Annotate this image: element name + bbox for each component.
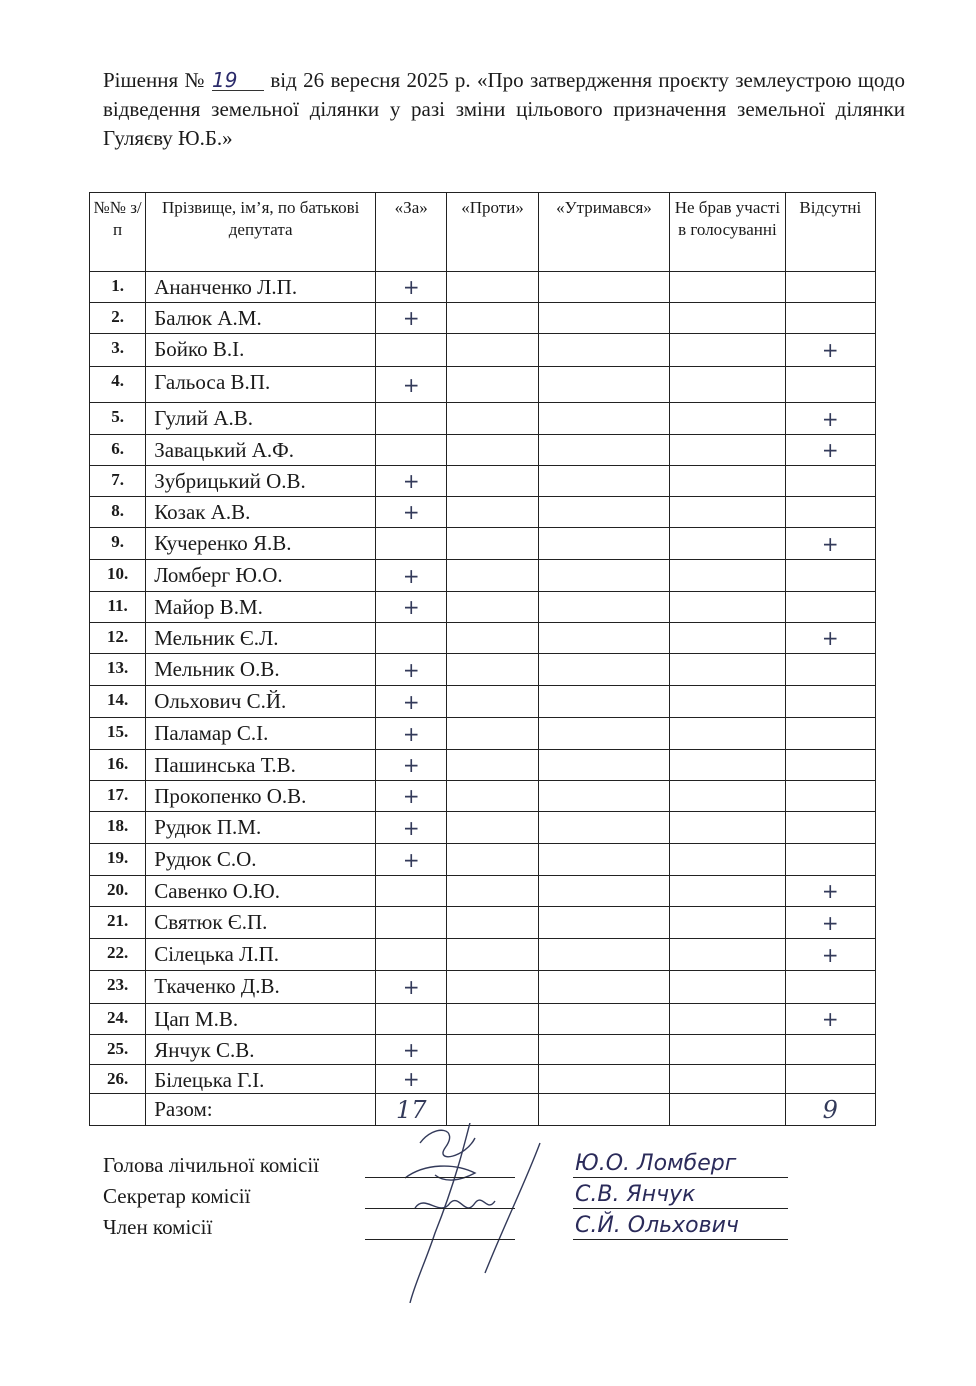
deputy-name: Цап М.В. — [146, 1004, 376, 1035]
vote-ne-brav-cell — [670, 592, 785, 623]
signature-name: С.Й. Ольхович — [575, 1213, 739, 1238]
vote-ne-brav-cell — [670, 971, 785, 1004]
header-num: №№ з/п — [90, 193, 146, 272]
vote-proty-cell — [447, 435, 538, 466]
signature-name: Ю.О. Ломберг — [575, 1151, 737, 1176]
vote-utrymavsia-cell — [538, 812, 670, 844]
vote-vidsutni-mark — [785, 272, 875, 303]
vote-utrymavsia-cell — [538, 1065, 670, 1094]
vote-za-mark: + — [376, 750, 447, 781]
decision-number: 19 — [212, 70, 264, 91]
vote-proty-cell — [447, 334, 538, 367]
table-row — [90, 1065, 876, 1094]
vote-ne-brav-cell — [670, 1035, 785, 1065]
vote-proty-cell — [447, 907, 538, 939]
row-number: 5. — [90, 403, 146, 435]
row-number: 4. — [90, 367, 146, 403]
vote-vidsutni-mark — [785, 844, 875, 876]
vote-za-mark: + — [376, 718, 447, 750]
row-number: 8. — [90, 497, 146, 528]
vote-za-mark: + — [376, 654, 447, 686]
vote-ne-brav-cell — [670, 303, 785, 334]
row-number: 3. — [90, 334, 146, 367]
table-row — [90, 1004, 876, 1035]
row-number: 23. — [90, 971, 146, 1004]
vote-ne-brav-cell — [670, 844, 785, 876]
decision-title: від 26 вересня 2025 р. «Про затвердження проєкту землеустрою щодо відведення земельної ділянки у разі зміни цільового призначення земельної ділянки Гуляєву Ю.Б.» — [103, 68, 905, 150]
total-utrymavsia-cell — [538, 1094, 670, 1126]
vote-utrymavsia-cell — [538, 939, 670, 971]
vote-vidsutni-mark — [785, 560, 875, 592]
total-num-cell — [90, 1094, 146, 1126]
vote-utrymavsia-cell — [538, 560, 670, 592]
deputy-name: Савенко О.Ю. — [146, 876, 376, 907]
vote-utrymavsia-cell — [538, 654, 670, 686]
vote-utrymavsia-cell — [538, 497, 670, 528]
vote-ne-brav-cell — [670, 812, 785, 844]
signature-role: Секретар комісії — [103, 1184, 251, 1208]
vote-ne-brav-cell — [670, 272, 785, 303]
vote-proty-cell — [447, 686, 538, 718]
deputy-name: Гальоса В.П. — [146, 367, 376, 403]
vote-vidsutni-mark — [785, 812, 875, 844]
table-row — [90, 750, 876, 781]
vote-za-mark: + — [376, 497, 447, 528]
vote-vidsutni-mark — [785, 367, 875, 403]
vote-vidsutni-mark: + — [785, 623, 875, 654]
total-label: Разом: — [146, 1094, 376, 1126]
vote-vidsutni-mark — [785, 1035, 875, 1065]
signature-line — [365, 1208, 515, 1209]
vote-utrymavsia-cell — [538, 686, 670, 718]
header-name: Прізвище, ім’я, по батькові депутата — [146, 193, 376, 272]
vote-za-mark: + — [376, 812, 447, 844]
vote-za-mark: + — [376, 844, 447, 876]
header-za: «За» — [376, 193, 447, 272]
row-number: 17. — [90, 781, 146, 812]
voting-table — [89, 192, 876, 1126]
signature-row — [103, 1184, 903, 1214]
vote-za-mark — [376, 334, 447, 367]
vote-proty-cell — [447, 497, 538, 528]
vote-za-mark — [376, 907, 447, 939]
vote-vidsutni-mark — [785, 592, 875, 623]
header-utrymavsia: «Утримався» — [538, 193, 670, 272]
table-row — [90, 686, 876, 718]
vote-za-mark — [376, 623, 447, 654]
table-row — [90, 497, 876, 528]
deputy-name: Святюк Є.П. — [146, 907, 376, 939]
row-number: 26. — [90, 1065, 146, 1094]
signature-line — [365, 1239, 515, 1240]
vote-ne-brav-cell — [670, 686, 785, 718]
deputy-name: Ананченко Л.П. — [146, 272, 376, 303]
vote-vidsutni-mark: + — [785, 1004, 875, 1035]
deputy-name: Рудюк П.М. — [146, 812, 376, 844]
vote-proty-cell — [447, 1035, 538, 1065]
vote-vidsutni-mark — [785, 466, 875, 497]
vote-ne-brav-cell — [670, 939, 785, 971]
vote-vidsutni-mark — [785, 686, 875, 718]
vote-za-mark: + — [376, 971, 447, 1004]
vote-za-mark — [376, 528, 447, 560]
total-ne-brav-cell — [670, 1094, 785, 1126]
row-number: 22. — [90, 939, 146, 971]
table-row — [90, 623, 876, 654]
table-row — [90, 334, 876, 367]
vote-vidsutni-mark — [785, 303, 875, 334]
decision-prefix: Рішення № — [103, 68, 206, 92]
deputy-name: Білецька Г.І. — [146, 1065, 376, 1094]
deputy-name: Балюк А.М. — [146, 303, 376, 334]
vote-vidsutni-mark: + — [785, 528, 875, 560]
table-row — [90, 971, 876, 1004]
vote-ne-brav-cell — [670, 560, 785, 592]
signature-row — [103, 1153, 903, 1183]
table-header-row — [90, 193, 876, 272]
table-row — [90, 560, 876, 592]
deputy-name: Зубрицький О.В. — [146, 466, 376, 497]
vote-vidsutni-mark — [785, 718, 875, 750]
row-number: 18. — [90, 812, 146, 844]
table-row — [90, 303, 876, 334]
table-row — [90, 592, 876, 623]
vote-za-mark: + — [376, 592, 447, 623]
vote-ne-brav-cell — [670, 367, 785, 403]
vote-proty-cell — [447, 781, 538, 812]
vote-vidsutni-mark: + — [785, 907, 875, 939]
vote-proty-cell — [447, 272, 538, 303]
deputy-name: Паламар С.І. — [146, 718, 376, 750]
signature-line — [365, 1177, 515, 1178]
vote-proty-cell — [447, 592, 538, 623]
header-proty: «Проти» — [447, 193, 538, 272]
row-number: 1. — [90, 272, 146, 303]
row-number: 14. — [90, 686, 146, 718]
deputy-name: Козак А.В. — [146, 497, 376, 528]
vote-proty-cell — [447, 528, 538, 560]
total-vidsutni: 9 — [785, 1094, 875, 1126]
deputy-name: Гулий А.В. — [146, 403, 376, 435]
vote-vidsutni-mark: + — [785, 876, 875, 907]
deputy-name: Мельник О.В. — [146, 654, 376, 686]
vote-proty-cell — [447, 750, 538, 781]
table-row — [90, 528, 876, 560]
row-number: 10. — [90, 560, 146, 592]
vote-za-mark — [376, 435, 447, 466]
vote-utrymavsia-cell — [538, 592, 670, 623]
row-number: 13. — [90, 654, 146, 686]
vote-proty-cell — [447, 367, 538, 403]
vote-ne-brav-cell — [670, 750, 785, 781]
vote-vidsutni-mark: + — [785, 334, 875, 367]
decision-heading — [103, 66, 905, 153]
vote-proty-cell — [447, 654, 538, 686]
table-row — [90, 435, 876, 466]
deputy-name: Сілецька Л.П. — [146, 939, 376, 971]
vote-za-mark: + — [376, 367, 447, 403]
row-number: 20. — [90, 876, 146, 907]
deputy-name: Бойко В.І. — [146, 334, 376, 367]
row-number: 16. — [90, 750, 146, 781]
row-number: 12. — [90, 623, 146, 654]
vote-ne-brav-cell — [670, 435, 785, 466]
vote-za-mark: + — [376, 781, 447, 812]
vote-proty-cell — [447, 939, 538, 971]
row-number: 21. — [90, 907, 146, 939]
signature-role: Голова лічильної комісії — [103, 1153, 320, 1177]
vote-za-mark — [376, 939, 447, 971]
vote-ne-brav-cell — [670, 718, 785, 750]
vote-vidsutni-mark — [785, 497, 875, 528]
signature-row — [103, 1215, 903, 1245]
row-number: 6. — [90, 435, 146, 466]
table-row — [90, 939, 876, 971]
table-row — [90, 844, 876, 876]
vote-za-mark: + — [376, 1035, 447, 1065]
vote-proty-cell — [447, 560, 538, 592]
row-number: 19. — [90, 844, 146, 876]
vote-vidsutni-mark — [785, 1065, 875, 1094]
deputy-name: Прокопенко О.В. — [146, 781, 376, 812]
vote-za-mark: + — [376, 686, 447, 718]
vote-ne-brav-cell — [670, 334, 785, 367]
vote-proty-cell — [447, 812, 538, 844]
vote-ne-brav-cell — [670, 907, 785, 939]
vote-proty-cell — [447, 718, 538, 750]
vote-vidsutni-mark — [785, 654, 875, 686]
vote-ne-brav-cell — [670, 623, 785, 654]
vote-proty-cell — [447, 844, 538, 876]
vote-utrymavsia-cell — [538, 528, 670, 560]
total-row — [90, 1094, 876, 1126]
table-row — [90, 272, 876, 303]
vote-proty-cell — [447, 303, 538, 334]
vote-vidsutni-mark: + — [785, 403, 875, 435]
deputy-name: Янчук С.В. — [146, 1035, 376, 1065]
vote-utrymavsia-cell — [538, 781, 670, 812]
vote-proty-cell — [447, 1004, 538, 1035]
vote-proty-cell — [447, 403, 538, 435]
signature-name-line — [573, 1239, 788, 1240]
vote-ne-brav-cell — [670, 1065, 785, 1094]
vote-za-mark: + — [376, 303, 447, 334]
vote-za-mark — [376, 876, 447, 907]
row-number: 7. — [90, 466, 146, 497]
vote-proty-cell — [447, 466, 538, 497]
row-number: 2. — [90, 303, 146, 334]
table-row — [90, 812, 876, 844]
vote-utrymavsia-cell — [538, 623, 670, 654]
vote-proty-cell — [447, 623, 538, 654]
deputy-name: Пашинська Т.В. — [146, 750, 376, 781]
vote-za-mark: + — [376, 466, 447, 497]
vote-vidsutni-mark — [785, 781, 875, 812]
vote-vidsutni-mark: + — [785, 435, 875, 466]
vote-utrymavsia-cell — [538, 272, 670, 303]
table-row — [90, 466, 876, 497]
vote-proty-cell — [447, 876, 538, 907]
deputy-name: Завацький А.Ф. — [146, 435, 376, 466]
vote-za-mark: + — [376, 272, 447, 303]
vote-za-mark — [376, 1004, 447, 1035]
row-number: 25. — [90, 1035, 146, 1065]
vote-utrymavsia-cell — [538, 435, 670, 466]
vote-vidsutni-mark: + — [785, 939, 875, 971]
vote-utrymavsia-cell — [538, 718, 670, 750]
total-proty-cell — [447, 1094, 538, 1126]
vote-ne-brav-cell — [670, 403, 785, 435]
vote-utrymavsia-cell — [538, 844, 670, 876]
signature-name-line — [573, 1177, 788, 1178]
deputy-name: Ткаченко Д.В. — [146, 971, 376, 1004]
table-row — [90, 1035, 876, 1065]
vote-vidsutni-mark — [785, 971, 875, 1004]
table-row — [90, 718, 876, 750]
table-row — [90, 367, 876, 403]
vote-ne-brav-cell — [670, 876, 785, 907]
row-number: 15. — [90, 718, 146, 750]
vote-utrymavsia-cell — [538, 334, 670, 367]
vote-utrymavsia-cell — [538, 907, 670, 939]
vote-ne-brav-cell — [670, 654, 785, 686]
signature-name-line — [573, 1208, 788, 1209]
header-vidsutni: Відсутні — [785, 193, 875, 272]
vote-za-mark: + — [376, 1065, 447, 1094]
vote-utrymavsia-cell — [538, 1004, 670, 1035]
vote-utrymavsia-cell — [538, 971, 670, 1004]
signature-name: С.В. Янчук — [575, 1182, 696, 1207]
table-row — [90, 876, 876, 907]
deputy-name: Кучеренко Я.В. — [146, 528, 376, 560]
table-row — [90, 907, 876, 939]
vote-vidsutni-mark — [785, 750, 875, 781]
vote-utrymavsia-cell — [538, 750, 670, 781]
total-za: 17 — [376, 1094, 447, 1126]
deputy-name: Ольхович С.Й. — [146, 686, 376, 718]
vote-ne-brav-cell — [670, 781, 785, 812]
vote-utrymavsia-cell — [538, 466, 670, 497]
vote-proty-cell — [447, 1065, 538, 1094]
vote-proty-cell — [447, 971, 538, 1004]
vote-utrymavsia-cell — [538, 303, 670, 334]
vote-ne-brav-cell — [670, 528, 785, 560]
signature-role: Член комісії — [103, 1215, 213, 1239]
table-row — [90, 403, 876, 435]
vote-utrymavsia-cell — [538, 403, 670, 435]
row-number: 11. — [90, 592, 146, 623]
vote-utrymavsia-cell — [538, 1035, 670, 1065]
table-row — [90, 654, 876, 686]
vote-za-mark: + — [376, 560, 447, 592]
vote-ne-brav-cell — [670, 497, 785, 528]
table-body — [90, 272, 876, 1126]
deputy-name: Мельник Є.Л. — [146, 623, 376, 654]
header-ne-brav: Не брав участі в голосуванні — [670, 193, 785, 272]
vote-utrymavsia-cell — [538, 367, 670, 403]
vote-ne-brav-cell — [670, 466, 785, 497]
deputy-name: Майор В.М. — [146, 592, 376, 623]
row-number: 24. — [90, 1004, 146, 1035]
table-row — [90, 781, 876, 812]
deputy-name: Ломберг Ю.О. — [146, 560, 376, 592]
vote-ne-brav-cell — [670, 1004, 785, 1035]
row-number: 9. — [90, 528, 146, 560]
vote-za-mark — [376, 403, 447, 435]
vote-utrymavsia-cell — [538, 876, 670, 907]
deputy-name: Рудюк С.О. — [146, 844, 376, 876]
